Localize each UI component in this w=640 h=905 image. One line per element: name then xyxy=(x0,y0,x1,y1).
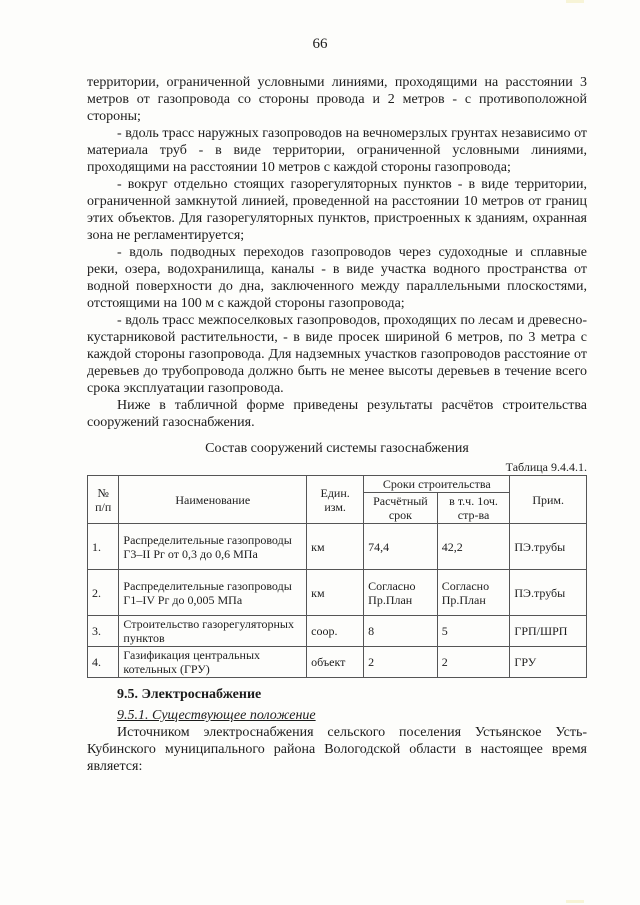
table-row xyxy=(88,616,587,647)
gas-supply-table xyxy=(87,475,587,678)
cell-name: Газификация центральных котельных (ГРУ) xyxy=(119,647,307,678)
cell-calc: 2 xyxy=(364,647,438,678)
cell-calc: 8 xyxy=(364,616,438,647)
cell-note: ПЭ.трубы xyxy=(510,524,587,570)
table-row xyxy=(88,647,587,678)
table-row xyxy=(88,570,587,616)
paragraph: - вдоль трасс межпоселковых газопроводов, проходящих по лесам и древесно-кустарниковой растительности, - в виде просек шириной 6 метров, по 3 метра с каждой стороны газопровода. Для надземных участков газопроводов расстояние от деревьев до трубопровода должно быть не менее высоты деревьев в течение всего срока эксплуатации газопровода. xyxy=(87,313,587,396)
header-unit: Един. изм. xyxy=(307,476,364,524)
cell-unit: соор. xyxy=(307,616,364,647)
paragraph: - вдоль трасс наружных газопроводов на вечномерзлых грунтах независимо от материала труб - в виде территории, ограниченной условными линиями, проходящими на расстоянии 10 метров с каждой стороны газопровода; xyxy=(87,126,587,175)
paragraph: Ниже в табличной форме приведены результаты расчётов строительства сооружений газоснабжения. xyxy=(87,398,587,430)
cell-name: Распределительные газопроводы Г1–IV Рг до 0,005 МПа xyxy=(119,570,307,616)
cell-num: 4. xyxy=(88,647,119,678)
cell-calc: Согласно Пр.План xyxy=(364,570,438,616)
header-first: в т.ч. 1оч. стр-ва xyxy=(437,493,510,524)
cell-calc: 74,4 xyxy=(364,524,438,570)
paragraph: - вокруг отдельно стоящих газорегуляторных пунктов - в виде территории, ограниченной замкнутой линией, проведенной на расстоянии 10 метров от границ этих объектов. Для газорегуляторных пунктов, пристроенных к зданиям, охранная зона не регламентируется; xyxy=(87,177,587,243)
table-number: Таблица 9.4.4.1. xyxy=(505,460,587,474)
scan-mark xyxy=(566,900,584,903)
cell-name: Распределительные газопроводы Г3–II Рг от 0,3 до 0,6 МПа xyxy=(119,524,307,570)
cell-unit: объект xyxy=(307,647,364,678)
header-terms: Сроки строительства xyxy=(364,476,510,493)
header-name: Наименование xyxy=(119,476,307,524)
cell-first: 5 xyxy=(437,616,510,647)
document-body xyxy=(87,74,587,775)
paragraph: Источником электроснабжения сельского поселения Устьянское Усть-Кубинского муниципального района Вологодской области в настоящее время является: xyxy=(87,725,587,774)
cell-first: Согласно Пр.План xyxy=(437,570,510,616)
cell-name: Строительство газорегуляторных пунктов xyxy=(119,616,307,647)
cell-first: 2 xyxy=(437,647,510,678)
table-header-row xyxy=(88,476,587,493)
header-num: № п/п xyxy=(88,476,119,524)
section-heading: 9.5. Электроснабжение xyxy=(117,687,262,702)
table-row xyxy=(88,524,587,570)
cell-note: ГРУ xyxy=(510,647,587,678)
cell-num: 2. xyxy=(88,570,119,616)
subsection-heading: 9.5.1. Существующее положение xyxy=(117,708,316,723)
header-note: Прим. xyxy=(510,476,587,524)
paragraph: - вдоль подводных переходов газопроводов через судоходные и сплавные реки, озера, водохранилища, каналы - в виде участка водного пространства от водной поверхности до дна, заключенного между параллельными плоскостями, отстоящими на 100 м с каждой стороны газопровода; xyxy=(87,245,587,311)
cell-num: 1. xyxy=(88,524,119,570)
cell-note: ПЭ.трубы xyxy=(510,570,587,616)
paragraph: территории, ограниченной условными линиями, проходящими на расстоянии 3 метров от газопровода со стороны провода и 2 метров - с противоположной стороны; xyxy=(87,75,587,124)
cell-first: 42,2 xyxy=(437,524,510,570)
cell-unit: км xyxy=(307,570,364,616)
header-calc: Расчётный срок xyxy=(364,493,438,524)
cell-unit: км xyxy=(307,524,364,570)
page-number: 66 xyxy=(312,36,328,52)
cell-note: ГРП/ШРП xyxy=(510,616,587,647)
cell-num: 3. xyxy=(88,616,119,647)
scan-mark xyxy=(566,0,584,3)
table-title: Состав сооружений системы газоснабжения xyxy=(205,441,469,456)
